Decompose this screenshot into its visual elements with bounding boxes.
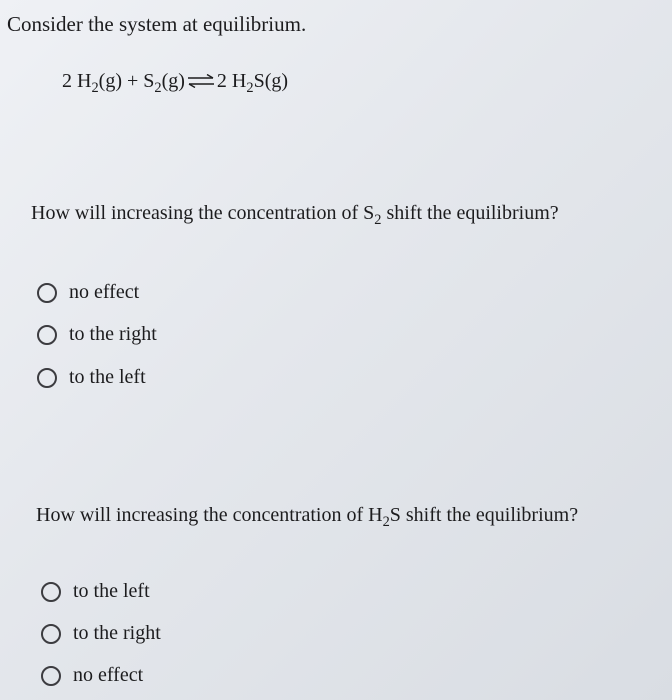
- eq-h2-coef: 2 H: [62, 70, 92, 92]
- radio-button-icon[interactable]: [41, 666, 61, 686]
- q1-option-no-effect[interactable]: [37, 281, 139, 304]
- q1-text-after: shift the equilibrium?: [381, 202, 559, 224]
- q1-text-before: How will increasing the concentration of S: [31, 202, 375, 224]
- q2-option-no-effect[interactable]: [41, 664, 143, 687]
- q2-text-after: S shift the equilibrium?: [389, 504, 579, 526]
- question-1-text: [31, 202, 559, 229]
- eq-s2-subscript: 2: [154, 80, 162, 97]
- option-label: to the right: [69, 323, 157, 345]
- chemical-equation: [62, 70, 289, 97]
- q2-option-to-the-left[interactable]: [41, 580, 150, 603]
- question-2-text: [36, 504, 579, 531]
- intro-text: Consider the system at equilibrium.: [7, 12, 307, 36]
- equilibrium-arrow-icon: [187, 71, 215, 94]
- q1-option-to-the-left[interactable]: [37, 366, 146, 389]
- q1-option-to-the-right[interactable]: [37, 323, 157, 346]
- eq-s2-state: (g): [161, 70, 185, 92]
- radio-button-icon[interactable]: [37, 325, 57, 345]
- radio-button-icon[interactable]: [37, 368, 57, 388]
- q2-subscript: 2: [382, 514, 390, 531]
- radio-button-icon[interactable]: [37, 283, 57, 303]
- option-label: to the left: [69, 366, 146, 388]
- eq-h2s-subscript: 2: [246, 80, 254, 97]
- eq-h2s-tail: S(g): [253, 70, 289, 92]
- radio-button-icon[interactable]: [41, 624, 61, 644]
- q1-subscript: 2: [374, 212, 382, 229]
- eq-h2s-coef: 2 H: [216, 70, 247, 92]
- option-label: to the left: [73, 580, 150, 602]
- option-label: no effect: [73, 664, 144, 686]
- radio-button-icon[interactable]: [41, 582, 61, 602]
- option-label: no effect: [69, 281, 140, 303]
- eq-h2-state: (g) + S: [98, 70, 155, 92]
- eq-h2-subscript: 2: [91, 80, 99, 97]
- q2-text-before: How will increasing the concentration of H: [36, 504, 383, 526]
- q2-option-to-the-right[interactable]: [41, 622, 161, 645]
- option-label: to the right: [73, 622, 161, 644]
